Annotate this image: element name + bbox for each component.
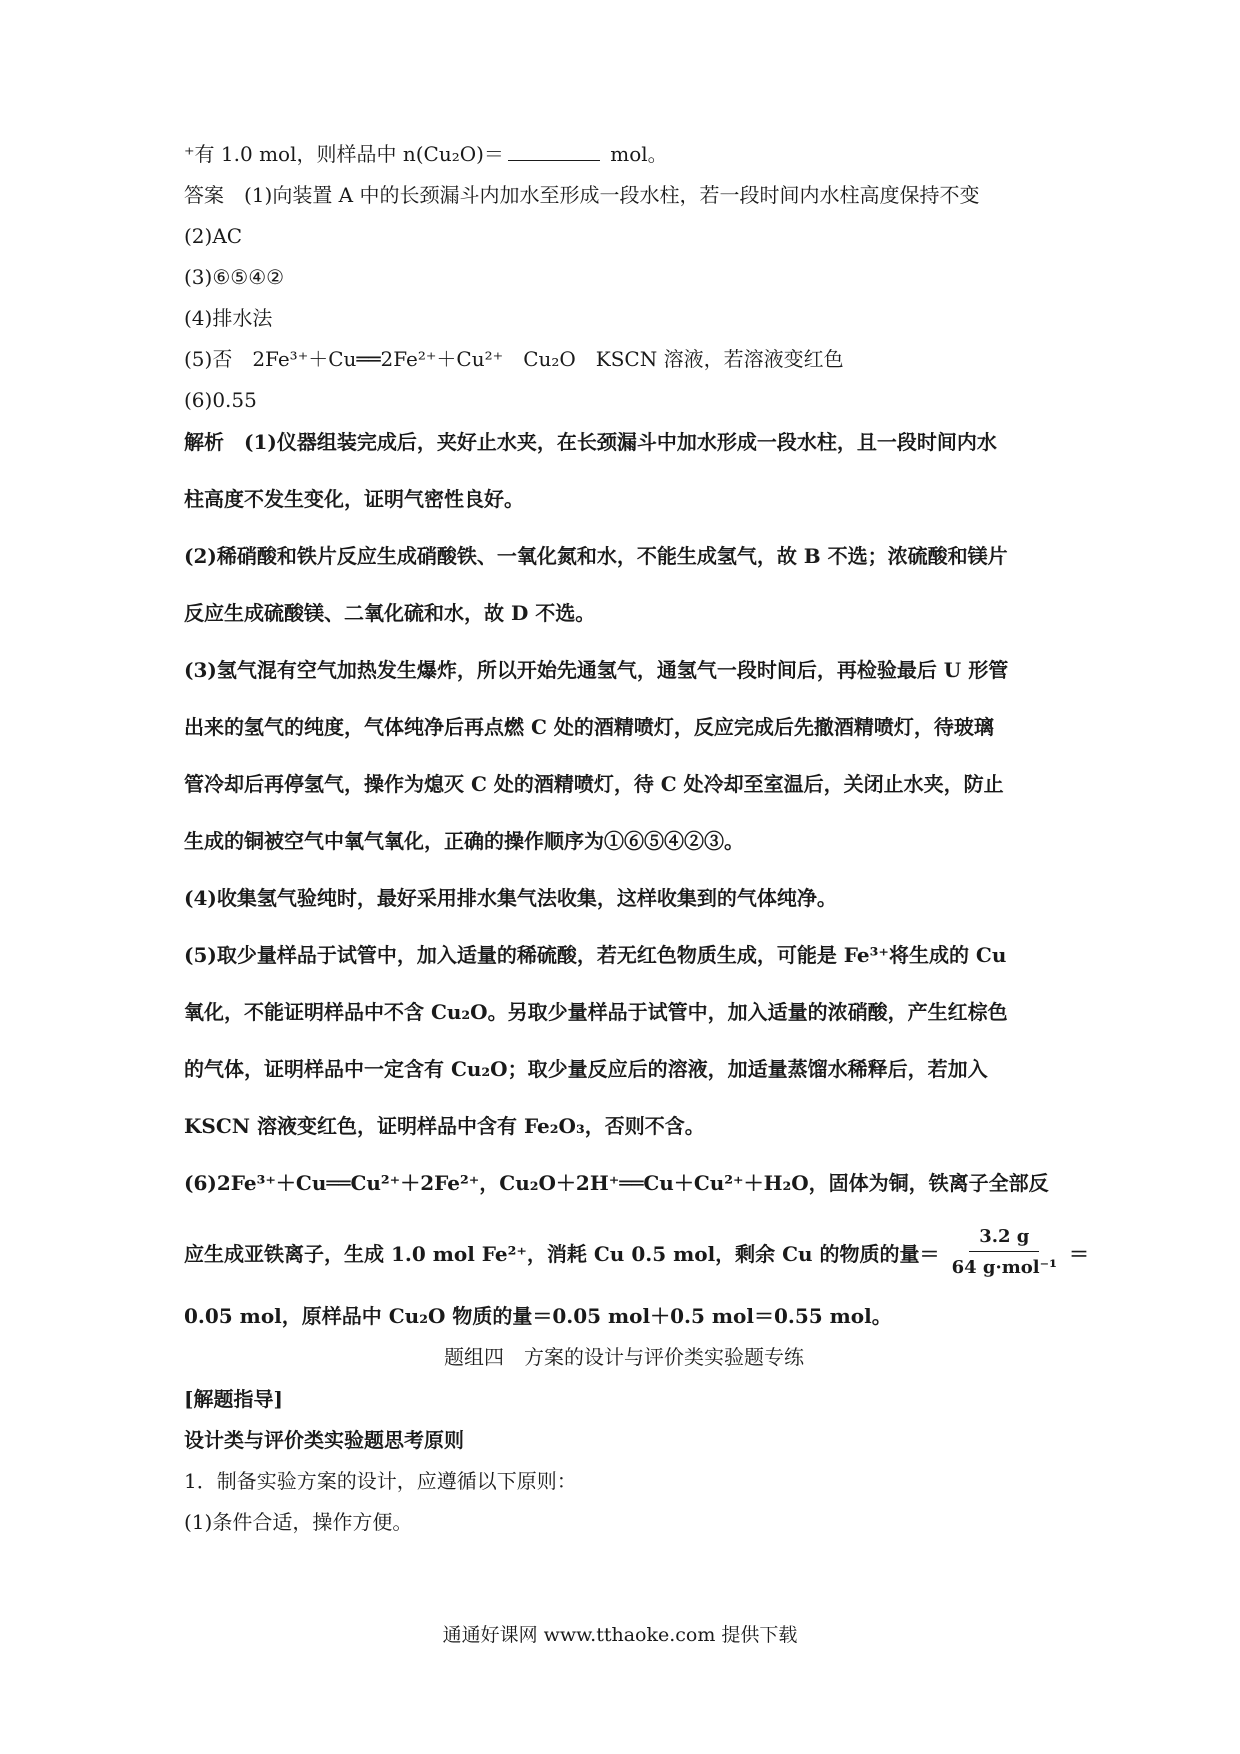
fraction-line <box>184 1225 1090 1280</box>
analysis-line: (5)取少量样品于试管中，加入适量的稀硫酸，若无红色物质生成，可能是 Fe³⁺将生成的 Cu <box>184 943 1007 967</box>
analysis-line: 0.05 mol，原样品中 Cu₂O 物质的量＝0.05 mol＋0.5 mol＝0.55 mol。 <box>184 1304 892 1328</box>
text-line <box>184 140 1064 168</box>
list-item: 1．制备实验方案的设计，应遵循以下原则： <box>184 1469 577 1493</box>
analysis-line: (2)稀硝酸和铁片反应生成硝酸铁、一氧化氮和水，不能生成氢气，故 B 不选；浓硫酸和镁片 <box>184 544 1008 568</box>
answer-line: (4)排水法 <box>184 306 273 330</box>
section-title: 题组四 方案的设计与评价类实验题专练 <box>444 1345 804 1369</box>
answer-line: (3)⑥⑤④② <box>184 265 285 289</box>
analysis-line: KSCN 溶液变红色，证明样品中含有 Fe₂O₃，否则不含。 <box>184 1114 705 1138</box>
analysis-line: 解析 (1)仪器组装完成后，夹好止水夹，在长颈漏斗中加水形成一段水柱，且一段时间内水 <box>184 430 997 454</box>
answer-line: 答案 (1)向装置 A 中的长颈漏斗内加水至形成一段水柱，若一段时间内水柱高度保持不变 <box>184 183 980 207</box>
text-segment: mol。 <box>603 142 668 166</box>
analysis-line: 柱高度不发生变化，证明气密性良好。 <box>184 487 524 511</box>
text-segment: 应生成亚铁离子，生成 1.0 mol Fe²⁺，消耗 Cu 0.5 mol，剩余 Cu 的物质的量＝ <box>184 1242 940 1266</box>
text-segment: ⁺有 1.0 mol，则样品中 n(Cu₂O)＝ <box>184 142 504 166</box>
answer-line: (2)AC <box>184 224 243 248</box>
answer-line: (6)0.55 <box>184 388 257 412</box>
list-item: (1)条件合适，操作方便。 <box>184 1510 413 1534</box>
analysis-line: (3)氢气混有空气加热发生爆炸，所以开始先通氢气，通氢气一段时间后，再检验最后 U 形管 <box>184 658 1009 682</box>
analysis-line: 的气体，证明样品中一定含有 Cu₂O；取少量反应后的溶液，加适量蒸馏水稀释后，若加入 <box>184 1057 988 1081</box>
analysis-line: (4)收集氢气验纯时，最好采用排水集气法收集，这样收集到的气体纯净。 <box>184 886 837 910</box>
answer-blank <box>508 140 600 161</box>
analysis-line: 出来的氢气的纯度，气体纯净后再点燃 C 处的酒精喷灯，反应完成后先撤酒精喷灯，待玻璃 <box>184 715 994 739</box>
analysis-line: (6)2Fe³⁺＋Cu══Cu²⁺＋2Fe²⁺，Cu₂O＋2H⁺══Cu＋Cu²⁺＋H₂O，固体为铜，铁离子全部反 <box>184 1171 1049 1195</box>
principle-heading: 设计类与评价类实验题思考原则 <box>184 1428 464 1452</box>
fraction-denominator: 64 g·mol⁻¹ <box>951 1257 1058 1278</box>
analysis-line: 氧化，不能证明样品中不含 Cu₂O。另取少量样品于试管中，加入适量的浓硝酸，产生红棕色 <box>184 1000 1008 1024</box>
analysis-line: 反应生成硫酸镁、二氧化硫和水，故 D 不选。 <box>184 601 596 625</box>
text-segment: ＝ <box>1069 1242 1090 1266</box>
page-content <box>184 140 1090 1549</box>
analysis-line: 生成的铜被空气中氧气氧化，正确的操作顺序为①⑥⑤④②③。 <box>184 829 744 853</box>
guide-heading: [解题指导] <box>184 1387 283 1411</box>
fraction <box>946 1225 1063 1280</box>
fraction-numerator: 3.2 g <box>969 1225 1039 1252</box>
analysis-line: 管冷却后再停氢气，操作为熄灭 C 处的酒精喷灯，待 C 处冷却至室温后，关闭止水夹，防止 <box>184 772 1004 796</box>
answer-line: (5)否 2Fe³⁺＋Cu══2Fe²⁺＋Cu²⁺ Cu₂O KSCN 溶液，若溶液变红色 <box>184 347 844 371</box>
page-footer: 通通好课网 www.tthaoke.com 提供下载 <box>442 1624 798 1646</box>
